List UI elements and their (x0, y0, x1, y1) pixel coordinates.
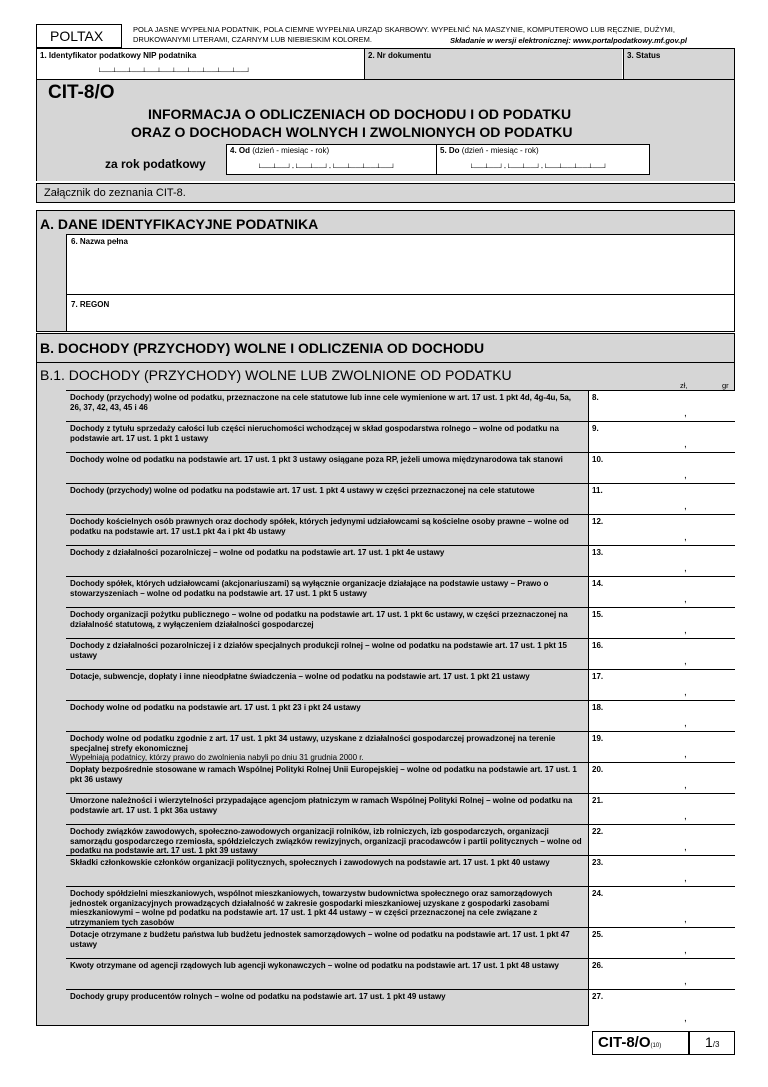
form-title-line2: ORAZ O DOCHODACH WOLNYCH I ZWOLNIONYCH OD PODATKU (131, 124, 573, 140)
period-to-field[interactable] (436, 144, 650, 175)
doc-number-label: 2. Nr dokumentu (368, 51, 432, 60)
decimal-comma: , (684, 945, 687, 956)
income-row-description: Dochody organizacji pożytku publicznego – wolne od podatku na podstawie art. 17 ust. 1 pkt 6c ustawy, w części przeznaczonej na działalność statutową, z wyłączeniem działalności gospodarczej (70, 610, 568, 629)
income-row (66, 452, 735, 483)
footer-form-code: CIT-8/O (598, 1034, 651, 1051)
unit-zl: zł, (680, 381, 688, 390)
nip-label: 1. Identyfikator podatkowy NIP podatnika (40, 51, 197, 60)
field-number: 15. (592, 610, 604, 619)
decimal-comma: , (684, 408, 687, 419)
income-row (66, 989, 735, 1026)
decimal-comma: , (684, 749, 687, 760)
field-number: 19. (592, 734, 604, 743)
income-row (66, 855, 735, 886)
section-b1-title: B.1. DOCHODY (PRZYCHODY) WOLNE LUB ZWOLNIONE OD PODATKU (40, 367, 512, 383)
income-row (66, 638, 735, 669)
field-number: 11. (592, 486, 603, 495)
income-row-description: Kwoty otrzymane od agencji rządowych lub agencji wykonawczych – wolne od podatku na podstawie art. 17 ust. 1 pkt 48 ustawy (70, 961, 560, 970)
e-submission-note: Składanie w wersji elektronicznej: www.portalpodatkowy.mf.gov.pl (450, 36, 687, 45)
decimal-comma: , (684, 976, 687, 987)
field-number: 22. (592, 827, 604, 836)
income-row (66, 886, 735, 927)
field-number: 23. (592, 858, 604, 867)
income-row-description: Dochody wolne od podatku na podstawie art. 17 ust. 1 pkt 23 i pkt 24 ustawy (70, 703, 361, 712)
income-row-description: Dochody kościelnych osób prawnych oraz dochody spółek, których jedynymi udziałowcami są kościelne osoby prawne – wolne od podatku na podstawie art. 17 ust.1 pkt 4a i pkt 4b ustawy (70, 517, 569, 536)
income-row (66, 731, 735, 762)
field-number: 14. (592, 579, 604, 588)
amount-field[interactable] (588, 515, 735, 545)
amount-field[interactable] (588, 732, 735, 762)
regon-label: 7. REGON (71, 300, 110, 309)
income-row (66, 483, 735, 514)
income-row (66, 762, 735, 793)
attachment-note: Załącznik do zeznania CIT-8. (44, 187, 186, 199)
income-row-description: Dochody (przychody) wolne od podatku na podstawie art. 17 ust. 1 pkt 4 ustawy w części przeznaczonej na cele statutowe (70, 486, 535, 495)
brand: POLTAX (50, 28, 104, 44)
decimal-comma: , (684, 914, 687, 925)
decimal-comma: , (684, 470, 687, 481)
amount-field[interactable] (588, 391, 735, 421)
page-total: /3 (712, 1040, 720, 1049)
decimal-comma: , (684, 811, 687, 822)
field-number: 21. (592, 796, 604, 805)
unit-gr: gr (722, 381, 729, 390)
income-row-description: Dochody wolne od podatku na podstawie art. 17 ust. 1 pkt 3 ustawy osiągane poza RP, jeżeli umowa międzynarodowa tak stanowi (70, 455, 563, 464)
amount-field[interactable] (588, 577, 735, 607)
decimal-comma: , (684, 501, 687, 512)
footer-code (598, 1034, 661, 1052)
field-number: 20. (592, 765, 604, 774)
income-row-description: Dochody z tytułu sprzedaży całości lub części nieruchomości wchodzącej w skład gospodarstwa rolnego – wolne od podatku na podstawie art. 17 ust. 1 pkt 1 ustawy (70, 424, 559, 443)
regon-field[interactable] (66, 294, 735, 332)
income-row (66, 576, 735, 607)
income-row-description: Dopłaty bezpośrednie stosowane w ramach Wspólnej Polityki Rolnej Unii Europejskiej – wolne od podatku na podstawie art. 17 ust. 1 pkt 36 ustawy (70, 765, 577, 784)
amount-field[interactable] (588, 825, 735, 855)
field-number: 8. (592, 393, 599, 402)
amount-field[interactable] (588, 928, 735, 958)
amount-field[interactable] (588, 856, 735, 886)
income-row (66, 700, 735, 731)
nip-combs: └──┴──┴──┴──┴──┴──┴──┴──┴──┴──┘ (97, 69, 251, 76)
field-number: 25. (592, 930, 604, 939)
amount-field[interactable] (588, 959, 735, 989)
income-row (66, 514, 735, 545)
income-row-description: Dochody spółdzielni mieszkaniowych, wspólnot mieszkaniowych, towarzystw budownictwa społecznego oraz samorządowych jednostek organizacyjnych prowadzących działalność w zakresie gospodarki mieszkaniowej uzyskane z gospodarki zasobami mieszkaniowymi – wolne pd podatku na podstawie art. 17 ust. 1 pkt 44 ustawy – w części przeznaczonej na cele związane z utrzymaniem tych zasobów (70, 889, 553, 927)
decimal-comma: , (684, 656, 687, 667)
field-number: 24. (592, 889, 604, 898)
status-label: 3. Status (627, 51, 661, 60)
footer-version: (10) (650, 1043, 662, 1049)
amount-field[interactable] (588, 639, 735, 669)
income-row-description: Dochody wolne od podatku zgodnie z art. 17 ust. 1 pkt 34 ustawy, uzyskane z działalności gospodarczej prowadzonej na terenie specjalnej strefy ekonomicznej Wypełniają podatnicy, którzy prawo do zwolnienia nabyli po dniu 31 grudnia 2000 r. (70, 734, 556, 763)
decimal-comma: , (684, 563, 687, 574)
doc-number-field (364, 49, 622, 79)
income-row-description: Dochody spółek, których udziałowcami (akcjonariuszami) są wyłącznie organizacje działające na podstawie ustawy – Prawo o stowarzyszeniach – wolne od podatku na podstawie art. 17 ust. 1 pkt 5 ustawy (70, 579, 549, 598)
amount-field[interactable] (588, 990, 735, 1026)
section-b-divider (36, 362, 735, 363)
decimal-comma: , (684, 780, 687, 791)
period-from-combs: └──┴──┘-└──┴──┘-└──┴──┴──┴──┘ (257, 165, 396, 172)
amount-field[interactable] (588, 887, 735, 927)
income-row (66, 927, 735, 958)
status-field (623, 49, 734, 79)
income-row (66, 421, 735, 452)
income-row (66, 824, 735, 855)
amount-field[interactable] (588, 453, 735, 483)
section-b-title: B. DOCHODY (PRZYCHODY) WOLNE I ODLICZENIA OD DOCHODU (40, 340, 485, 356)
income-row-description: Dochody związków zawodowych, społeczno-zawodowych organizacji rolników, izb rolniczych, izb gospodarczych, organizacji samorządu gospodarczego rzemiosła, spółdzielczych związków rewizyjnych, organizacji pracodawców i partii politycznych – wolne od podatku na podstawie art. 17 ust. 1 pkt 39 ustawy (70, 827, 582, 856)
field-number: 17. (592, 672, 604, 681)
page-number (705, 1034, 719, 1052)
field-number: 10. (592, 455, 604, 464)
decimal-comma: , (684, 873, 687, 884)
decimal-comma: , (684, 594, 687, 605)
amount-field[interactable] (588, 763, 735, 793)
income-row (66, 958, 735, 989)
income-row (66, 545, 735, 576)
amount-field[interactable] (588, 484, 735, 514)
period-from-label: 4. Od (dzień - miesiąc - rok) (230, 146, 330, 155)
period-to-combs: └──┴──┘-└──┴──┘-└──┴──┴──┴──┘ (469, 165, 608, 172)
instructions-line1: POLA JASNE WYPEŁNIA PODATNIK, POLA CIEMNE WYPEŁNIA URZĄD SKARBOWY. WYPEŁNIĆ NA MASZYNIE, KOMPUTEROWO LUB RĘCZNIE, DUŻYMI, (133, 25, 675, 34)
nip-field[interactable] (37, 49, 363, 79)
amount-field[interactable] (588, 670, 735, 700)
period-from-field[interactable] (226, 144, 437, 175)
amount-field[interactable] (588, 608, 735, 638)
income-row-description: Dochody z działalności pozarolniczej – wolne od podatku na podstawie art. 17 ust. 1 pkt 4e ustawy (70, 548, 445, 557)
income-row-description: Dotacje, subwencje, dopłaty i inne nieodpłatne świadczenia – wolne od podatku na podstawie art. 17 ust. 1 pkt 21 ustawy (70, 672, 530, 681)
decimal-comma: , (684, 687, 687, 698)
full-name-label: 6. Nazwa pełna (71, 237, 128, 246)
income-row (66, 669, 735, 700)
income-row-description: Dochody z działalności pozarolniczej i z działów specjalnych produkcji rolnej – wolne od podatku na podstawie art. 17 ust. 1 pkt 15 ustawy (70, 641, 567, 660)
tax-year-label: za rok podatkowy (105, 157, 206, 171)
field-number: 18. (592, 703, 604, 712)
field-number: 12. (592, 517, 604, 526)
section-a-title: A. DANE IDENTYFIKACYJNE PODATNIKA (40, 216, 319, 232)
page-current: 1 (705, 1034, 713, 1050)
field-number: 26. (592, 961, 604, 970)
decimal-comma: , (684, 532, 687, 543)
decimal-comma: , (684, 718, 687, 729)
amount-field[interactable] (588, 794, 735, 824)
income-row (66, 607, 735, 638)
decimal-comma: , (684, 625, 687, 636)
full-name-field[interactable] (66, 234, 735, 295)
income-row-description: Umorzone należności i wierzytelności przypadające agencjom płatniczym w ramach Wspólnej Polityki Rolnej – wolne od podatku na podstawie art. 17 ust. 1 pkt 36a ustawy (70, 796, 573, 815)
income-row-description: Dochody grupy producentów rolnych – wolne od podatku na podstawie art. 17 ust. 1 pkt 49 ustawy (70, 992, 446, 1001)
income-row-description: Dotacje otrzymane z budżetu państwa lub budżetu jednostek samorządowych – wolne od podatku na podstawie art. 17 ust. 1 pkt 47 ustawy (70, 930, 570, 949)
amount-field[interactable] (588, 422, 735, 452)
income-row-description: Dochody (przychody) wolne od podatku, przeznaczone na cele statutowe lub inne cele wymienione w art. 17 ust. 1 pkt 4d, 4g-4u, 5a, 26, 37, 42, 43, 45 i 46 (70, 393, 571, 412)
decimal-comma: , (684, 842, 687, 853)
income-row (66, 793, 735, 824)
amount-field[interactable] (588, 546, 735, 576)
amount-field[interactable] (588, 701, 735, 731)
field-number: 13. (592, 548, 604, 557)
income-row-note: Wypełniają podatnicy, którzy prawo do zwolnienia nabyli po dniu 31 grudnia 2000 r. (70, 753, 364, 763)
decimal-comma: , (684, 439, 687, 450)
income-row (66, 390, 735, 421)
period-to-label: 5. Do (dzień - miesiąc - rok) (440, 146, 539, 155)
form-title-line1: INFORMACJA O ODLICZENIACH OD DOCHODU I OD PODATKU (148, 106, 572, 122)
decimal-comma: , (684, 1013, 687, 1024)
form-code: CIT-8/O (48, 82, 115, 103)
field-number: 9. (592, 424, 599, 433)
income-row-description: Składki członkowskie członków organizacji politycznych, społecznych i zawodowych na podstawie art. 17 ust. 1 pkt 40 ustawy (70, 858, 550, 867)
field-number: 16. (592, 641, 604, 650)
instructions-line2: DRUKOWANYMI LITERAMI, CZARNYM LUB NIEBIESKIM KOLOREM. (133, 35, 372, 44)
field-number: 27. (592, 992, 604, 1001)
